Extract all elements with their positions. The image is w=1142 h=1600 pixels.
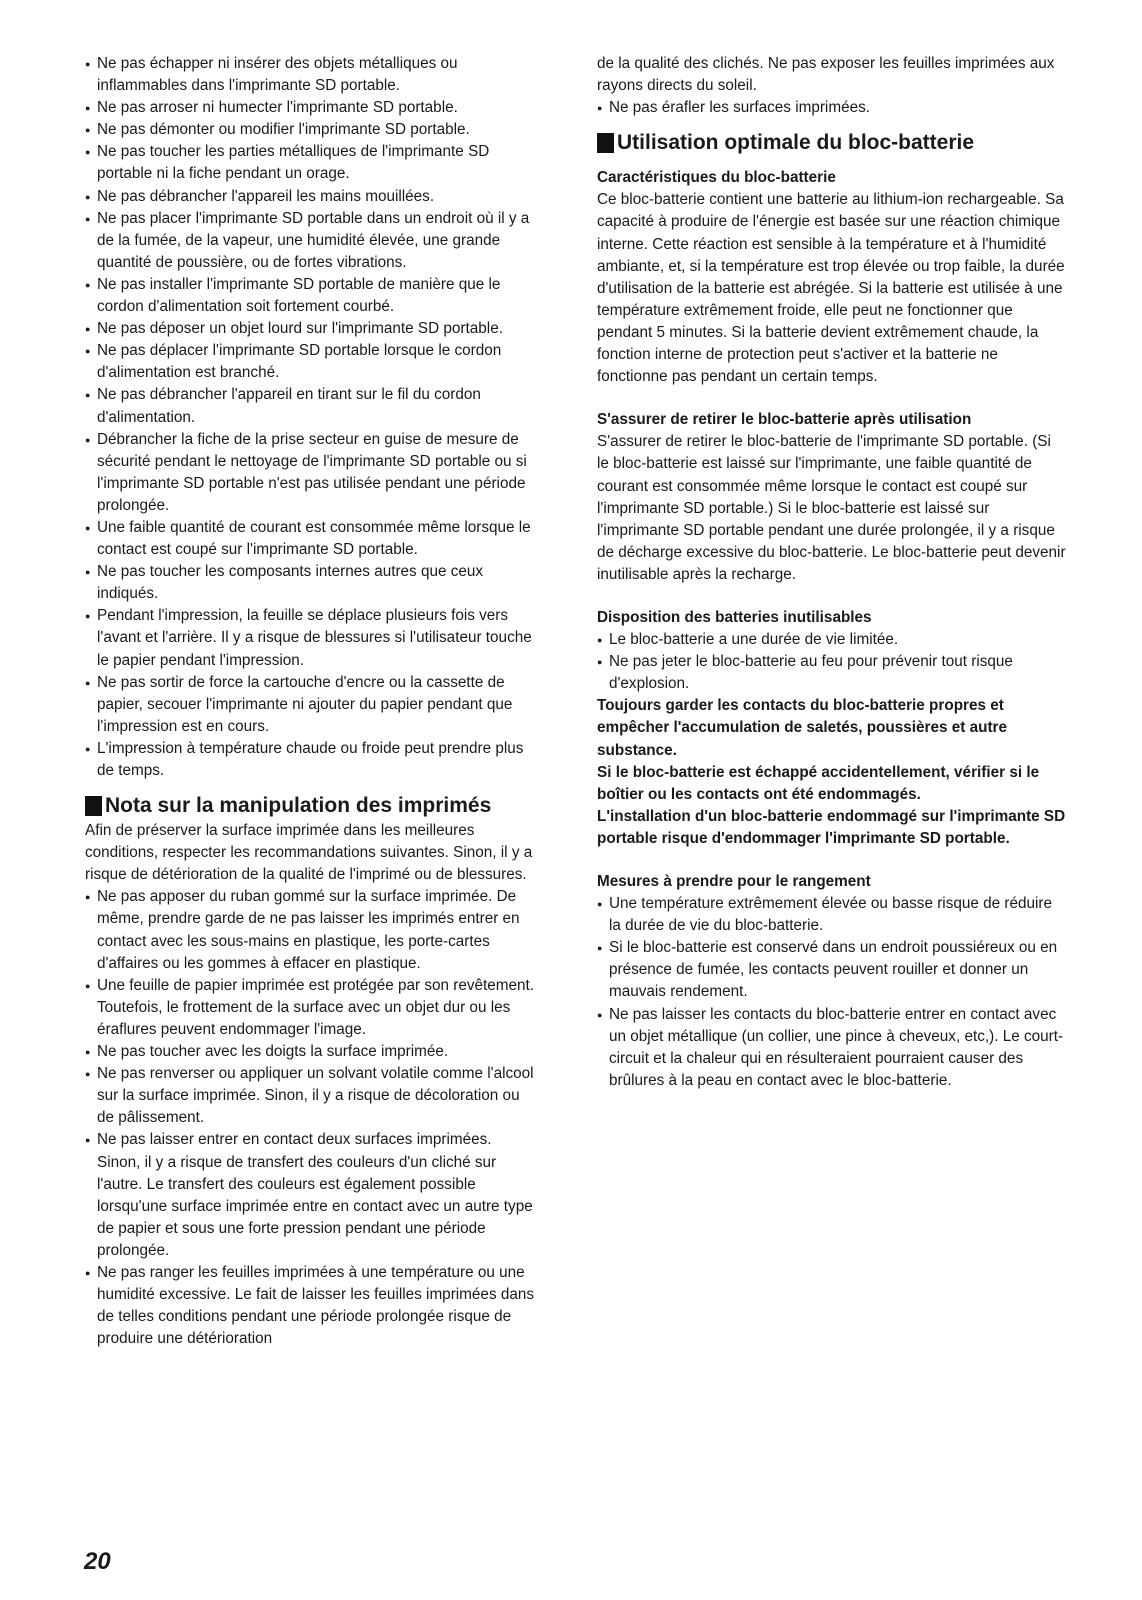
list-item: ● Ne pas placer l'imprimante SD portable dans un endroit où il y a de la fumée, de la vapeur, une humidité élevée, une grande quantité de poussière, ou de fortes vibrations.	[85, 208, 535, 274]
list-item: ● Ne pas toucher les composants internes autres que ceux indiqués.	[85, 561, 535, 605]
list-item: ● Ne pas déposer un objet lourd sur l'imprimante SD portable.	[85, 318, 535, 340]
nota-title-text: Nota sur la manipulation des imprimés	[105, 794, 492, 818]
list-item: ● Ne pas démonter ou modifier l'imprimante SD portable.	[85, 119, 535, 141]
list-item: ● Ne pas débrancher l'appareil en tirant sur le fil du cordon d'alimentation.	[85, 384, 535, 428]
nota-bullet-list	[85, 886, 535, 1350]
list-item: ● Ne pas renverser ou appliquer un solvant volatile comme l'alcool sur la surface imprimée. Sinon, il y a risque de décoloration ou de pâlissement.	[85, 1063, 535, 1129]
warning-paragraph: Si le bloc-batterie est échappé accidentellement, vérifier si le boîtier ou les contacts ont été endommagés.	[597, 763, 1040, 803]
continuation-bullet-list	[597, 97, 1067, 119]
list-item: ● Ne pas débrancher l'appareil les mains mouillées.	[85, 186, 535, 208]
list-item: ● Ne pas arroser ni humecter l'imprimante SD portable.	[85, 97, 535, 119]
battery-section-title	[597, 129, 1067, 157]
list-item: ● Ne pas sortir de force la cartouche d'encre ou la cassette de papier, secouer l'imprimante ni ajouter du papier pendant que l'impression est en cours.	[85, 672, 535, 738]
safety-bullet-list	[85, 53, 535, 782]
nota-section-title	[85, 792, 535, 820]
list-item: ● Ne pas installer l'imprimante SD portable de manière que le cordon d'alimentation soit fortement courbé.	[85, 274, 535, 318]
list-item: ● Ne pas toucher les parties métalliques de l'imprimante SD portable ni la fiche pendant un orage.	[85, 141, 535, 185]
battery-title-text: Utilisation optimale du bloc-batterie	[617, 131, 975, 155]
section-marker-icon	[85, 796, 102, 816]
list-item: ● Une feuille de papier imprimée est protégée par son revêtement. Toutefois, le frottement de la surface avec un objet dur ou les éraflures peuvent endommager l'image.	[85, 975, 535, 1041]
warning-paragraph: Toujours garder les contacts du bloc-batterie propres et empêcher l'accumulation de saletés, poussières et autre substance.	[597, 697, 1008, 759]
storage-heading: Mesures à prendre pour le rangement	[597, 873, 871, 890]
list-item: ● Pendant l'impression, la feuille se déplace plusieurs fois vers l'avant et l'arrière. Il y a risque de blessures si l'utilisateur touche le papier pendant l'impression.	[85, 605, 535, 671]
remove-text: S'assurer de retirer le bloc-batterie de l'imprimante SD portable. (Si le bloc-batterie est laissé sur l'imprimante, une faible quantité de courant est consommée même lorsque le contact est coupé sur l'imprimante SD portable.) Si le bloc-batterie est laissé sur l'imprimante SD portable pendant une durée prolongée, il y a risque de décharge excessive du bloc-batterie. Le bloc-batterie peut devenir inutilisable après la recharge.	[597, 433, 1066, 583]
list-item: ● Ne pas laisser les contacts du bloc-batterie entrer en contact avec un objet métallique (un collier, une pince à cheveux, etc,). Le court-circuit et la chaleur qui en résulteraient pourraient causer des brûlures à la peau en contact avec le bloc-batterie.	[597, 1004, 1067, 1092]
list-item: ● Ne pas érafler les surfaces imprimées.	[597, 97, 1067, 119]
remove-heading: S'assurer de retirer le bloc-batterie après utilisation	[597, 411, 972, 429]
right-column	[597, 53, 1067, 1092]
left-column	[85, 53, 535, 1350]
nota-intro: Afin de préserver la surface imprimée dans les meilleures conditions, respecter les recommandations suivantes. Sinon, il y a risque de détérioration de la qualité de l'imprimé ou de blessures.	[85, 822, 533, 884]
list-item: ● Une température extrêmement élevée ou basse risque de réduire la durée de vie du bloc-batterie.	[597, 893, 1067, 937]
disposal-bullet-list	[597, 629, 1067, 695]
list-item: ● Ne pas jeter le bloc-batterie au feu pour prévenir tout risque d'explosion.	[597, 651, 1067, 695]
list-item: ● Le bloc-batterie a une durée de vie limitée.	[597, 629, 1067, 651]
section-marker-icon	[597, 133, 614, 153]
list-item: ● Ne pas laisser entrer en contact deux surfaces imprimées. Sinon, il y a risque de transfert des couleurs d'un cliché sur l'autre. Le transfert des couleurs est également possible lorsqu'une surface imprimée entre en contact avec un autre type de papier et sous une forte pression pendant une période prolongée.	[85, 1129, 535, 1262]
continuation-paragraph: de la qualité des clichés. Ne pas exposer les feuilles imprimées aux rayons directs du soleil.	[597, 55, 1055, 95]
characteristics-heading: Caractéristiques du bloc-batterie	[597, 169, 836, 187]
list-item: ● Ne pas échapper ni insérer des objets métalliques ou inflammables dans l'imprimante SD portable.	[85, 53, 535, 97]
list-item: ● Si le bloc-batterie est conservé dans un endroit poussiéreux ou en présence de fumée, les contacts peuvent rouiller et donner un mauvais rendement.	[597, 937, 1067, 1003]
characteristics-text: Ce bloc-batterie contient une batterie au lithium-ion rechargeable. Sa capacité à produire de l'énergie est basée sur une réaction chimique interne. Cette réaction est sensible à la température et à l'humidité ambiante, et, si la température est trop élevée ou trop faible, la durée d'utilisation de la batterie est abrégée. Si la batterie est utilisée à une température extrêmement froide, elle peut ne fonctionner que pendant 5 minutes. Si la batterie devient extrêmement chaude, la fonction interne de protection peut s'activer et la batterie ne fonctionne pas pendant un certain temps.	[597, 191, 1065, 386]
list-item: ● Ne pas ranger les feuilles imprimées à une température ou une humidité excessive. Le fait de laisser les feuilles imprimées dans de telles conditions pendant une période prolongée risque de produire une détérioration	[85, 1262, 535, 1350]
storage-bullet-list	[597, 893, 1067, 1092]
list-item: ● Débrancher la fiche de la prise secteur en guise de mesure de sécurité pendant le nettoyage de l'imprimante SD portable ou si l'imprimante SD portable n'est pas utilisée pendant une période prolongée.	[85, 429, 535, 517]
disposal-heading: Disposition des batteries inutilisables	[597, 608, 872, 626]
page-number: 20	[84, 1548, 111, 1575]
list-item: ● Une faible quantité de courant est consommée même lorsque le contact est coupé sur l'imprimante SD portable.	[85, 517, 535, 561]
list-item: ● L'impression à température chaude ou froide peut prendre plus de temps.	[85, 738, 535, 782]
list-item: ● Ne pas déplacer l'imprimante SD portable lorsque le cordon d'alimentation est branché.	[85, 340, 535, 384]
warning-paragraph: L'installation d'un bloc-batterie endommagé sur l'imprimante SD portable risque d'endommager l'imprimante SD portable.	[597, 807, 1066, 847]
list-item: ● Ne pas toucher avec les doigts la surface imprimée.	[85, 1041, 535, 1063]
list-item: ● Ne pas apposer du ruban gommé sur la surface imprimée. De même, prendre garde de ne pas laisser les imprimés entrer en contact avec les sous-mains en plastique, les porte-cartes d'affaires ou les gommes à effacer en plastique.	[85, 886, 535, 974]
